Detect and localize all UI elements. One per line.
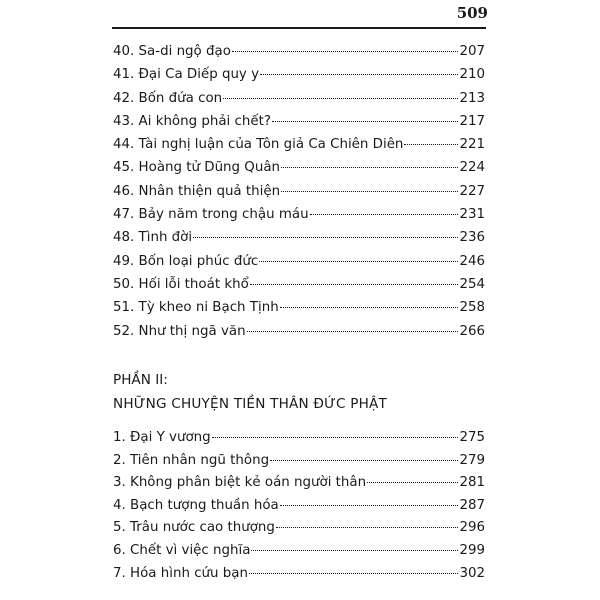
toc-entry — [113, 324, 485, 347]
toc-entry-page: 299 — [459, 542, 485, 558]
part-label: PHẦN II: — [113, 372, 168, 388]
dot-leader — [249, 573, 458, 574]
toc-entry-title: 48. Tình đời — [113, 230, 193, 246]
toc-entry — [113, 300, 485, 323]
part-title: NHỮNG CHUYỆN TIỀN THÂN ĐỨC PHẬT — [113, 396, 388, 412]
toc-entry-title: 51. Tỳ kheo ni Bạch Tịnh — [113, 300, 279, 316]
dot-leader — [281, 191, 458, 192]
dot-leader — [280, 505, 459, 506]
toc-entry — [113, 91, 485, 114]
toc-entry — [113, 184, 485, 207]
toc-entry-title: 41. Đại Ca Diếp quy y — [113, 67, 260, 83]
dot-leader — [404, 144, 458, 145]
toc-entry-title: 45. Hoàng tử Dũng Quân — [113, 160, 281, 176]
toc-list-part-1 — [113, 44, 485, 347]
toc-list-part-2 — [113, 430, 485, 588]
toc-entry-title: 49. Bốn loại phúc đức — [113, 253, 259, 269]
toc-entry — [113, 498, 485, 521]
toc-entry-page: 213 — [459, 90, 485, 106]
toc-entry — [113, 543, 485, 566]
dot-leader — [280, 307, 459, 308]
toc-entry-page: 224 — [459, 160, 485, 176]
toc-entry-page: 246 — [459, 253, 485, 269]
toc-entry — [113, 44, 485, 67]
dot-leader — [247, 331, 459, 332]
toc-entry-title: 50. Hối lỗi thoát khổ — [113, 276, 249, 292]
toc-entry-page: 254 — [459, 276, 485, 292]
toc-entry-title: 47. Bảy năm trong chậu máu — [113, 207, 309, 223]
toc-entry-page: 279 — [459, 452, 485, 468]
toc-entry-page: 296 — [459, 520, 485, 536]
toc-entry — [113, 230, 485, 253]
toc-entry-title: 40. Sa-di ngộ đạo — [113, 44, 231, 59]
toc-entry-page: 281 — [459, 475, 485, 491]
toc-entry — [113, 207, 485, 230]
dot-leader — [223, 98, 458, 99]
toc-entry-page: 227 — [459, 183, 485, 199]
toc-entry-page: 302 — [459, 565, 485, 581]
toc-entry-title: 4. Bạch tượng thuần hóa — [113, 497, 279, 513]
dot-leader — [310, 214, 459, 215]
toc-entry-page: 221 — [459, 137, 485, 153]
toc-entry-page: 275 — [459, 430, 485, 445]
toc-entry — [113, 114, 485, 137]
toc-entry — [113, 453, 485, 476]
header-rule — [112, 27, 486, 29]
toc-entry-title: 46. Nhân thiện quả thiện — [113, 183, 281, 199]
toc-entry-page: 258 — [459, 300, 485, 316]
toc-entry-page: 210 — [459, 67, 485, 83]
toc-entry-title: 52. Như thị ngã văn — [113, 323, 246, 339]
toc-entry-page: 266 — [459, 323, 485, 339]
dot-leader — [250, 284, 459, 285]
dot-leader — [193, 237, 458, 238]
toc-entry-page: 217 — [459, 113, 485, 129]
toc-entry-title: 6. Chết vì việc nghĩa — [113, 542, 251, 558]
toc-entry-title: 7. Hóa hình cứu bạn — [113, 565, 248, 581]
toc-entry-page: 287 — [459, 497, 485, 513]
toc-entry — [113, 160, 485, 183]
toc-entry-page: 207 — [459, 44, 485, 59]
toc-entry-title: 2. Tiên nhân ngũ thông — [113, 452, 270, 468]
toc-entry — [113, 67, 485, 90]
toc-entry — [113, 430, 485, 453]
toc-entry — [113, 254, 485, 277]
dot-leader — [251, 550, 458, 551]
dot-leader — [260, 74, 458, 75]
toc-entry-title: 43. Ai không phải chết? — [113, 113, 271, 129]
dot-leader — [281, 167, 458, 168]
toc-entry-title: 3. Không phân biệt kẻ oán người thân — [113, 475, 367, 491]
toc-entry-title: 5. Trâu nước cao thượng — [113, 520, 275, 536]
dot-leader — [272, 121, 458, 122]
toc-entry — [113, 475, 485, 498]
dot-leader — [276, 527, 459, 528]
toc-entry — [113, 137, 485, 160]
dot-leader — [212, 437, 459, 438]
toc-entry-title: 44. Tài nghị luận của Tôn giả Ca Chiên Diên — [113, 137, 404, 153]
dot-leader — [270, 460, 458, 461]
dot-leader — [367, 482, 458, 483]
toc-entry-title: 42. Bốn đứa con — [113, 90, 223, 106]
toc-entry — [113, 520, 485, 543]
toc-entry-page: 231 — [459, 207, 485, 223]
page-number: 509 — [456, 4, 488, 22]
dot-leader — [259, 261, 458, 262]
toc-entry-title: 1. Đại Y vương — [113, 430, 211, 445]
toc-entry-page: 236 — [459, 230, 485, 246]
dot-leader — [232, 51, 459, 52]
toc-entry — [113, 566, 485, 589]
toc-entry — [113, 277, 485, 300]
